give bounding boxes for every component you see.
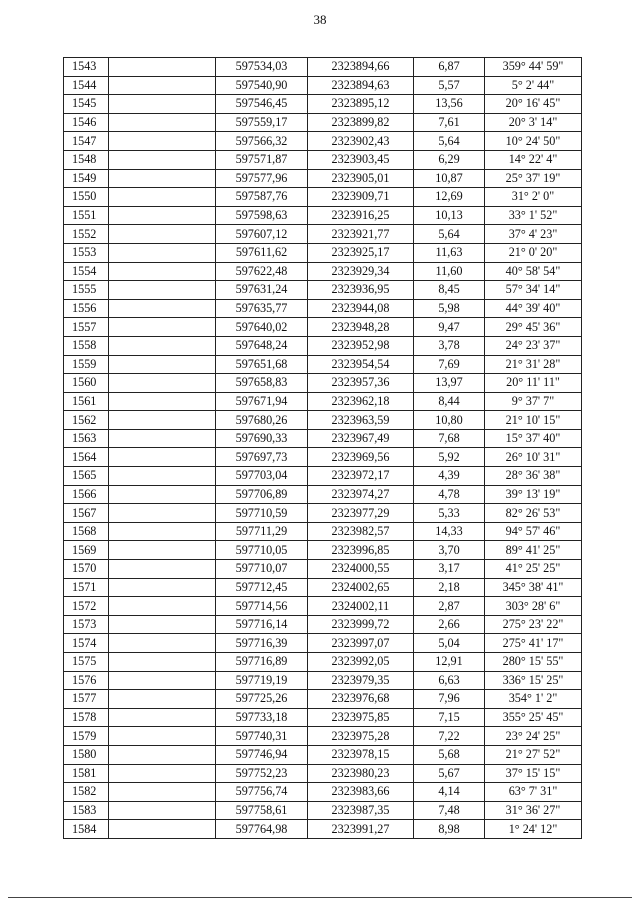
- distance-cell: 2,18: [414, 578, 485, 597]
- bearing-cell: 15° 37' 40": [485, 429, 582, 448]
- x-coordinate-cell: 597611,62: [216, 243, 308, 262]
- blank-cell: [109, 541, 216, 560]
- table-row: [64, 578, 582, 597]
- coordinates-table-body: [64, 58, 582, 839]
- table-row: [64, 597, 582, 616]
- table-row: [64, 411, 582, 430]
- table-row: [64, 262, 582, 281]
- table-row: [64, 448, 582, 467]
- blank-cell: [109, 225, 216, 244]
- point-number-cell: 1567: [64, 504, 109, 523]
- x-coordinate-cell: 597764,98: [216, 820, 308, 839]
- y-coordinate-cell: 2323980,23: [308, 764, 414, 783]
- distance-cell: 8,45: [414, 281, 485, 300]
- distance-cell: 13,56: [414, 95, 485, 114]
- point-number-cell: 1565: [64, 467, 109, 486]
- distance-cell: 4,39: [414, 467, 485, 486]
- x-coordinate-cell: 597703,04: [216, 467, 308, 486]
- bearing-cell: 20° 16' 45": [485, 95, 582, 114]
- blank-cell: [109, 374, 216, 393]
- bearing-cell: 20° 11' 11": [485, 374, 582, 393]
- bearing-cell: 25° 37' 19": [485, 169, 582, 188]
- y-coordinate-cell: 2323969,56: [308, 448, 414, 467]
- blank-cell: [109, 634, 216, 653]
- point-number-cell: 1570: [64, 560, 109, 579]
- y-coordinate-cell: 2323983,66: [308, 783, 414, 802]
- blank-cell: [109, 132, 216, 151]
- bearing-cell: 28° 36' 38": [485, 467, 582, 486]
- table-row: [64, 745, 582, 764]
- table-row: [64, 671, 582, 690]
- x-coordinate-cell: 597690,33: [216, 429, 308, 448]
- y-coordinate-cell: 2323909,71: [308, 188, 414, 207]
- blank-cell: [109, 597, 216, 616]
- distance-cell: 6,29: [414, 150, 485, 169]
- point-number-cell: 1579: [64, 727, 109, 746]
- bearing-cell: 37° 4' 23": [485, 225, 582, 244]
- point-number-cell: 1572: [64, 597, 109, 616]
- point-number-cell: 1573: [64, 615, 109, 634]
- distance-cell: 5,92: [414, 448, 485, 467]
- point-number-cell: 1559: [64, 355, 109, 374]
- x-coordinate-cell: 597577,96: [216, 169, 308, 188]
- distance-cell: 5,04: [414, 634, 485, 653]
- y-coordinate-cell: 2323936,95: [308, 281, 414, 300]
- table-row: [64, 467, 582, 486]
- blank-cell: [109, 615, 216, 634]
- blank-cell: [109, 467, 216, 486]
- x-coordinate-cell: 597756,74: [216, 783, 308, 802]
- table-row: [64, 708, 582, 727]
- distance-cell: 7,48: [414, 801, 485, 820]
- bearing-cell: 24° 23' 37": [485, 336, 582, 355]
- bearing-cell: 336° 15' 25": [485, 671, 582, 690]
- table-row: [64, 169, 582, 188]
- table-row: [64, 374, 582, 393]
- distance-cell: 2,66: [414, 615, 485, 634]
- y-coordinate-cell: 2323944,08: [308, 299, 414, 318]
- x-coordinate-cell: 597622,48: [216, 262, 308, 281]
- x-coordinate-cell: 597631,24: [216, 281, 308, 300]
- y-coordinate-cell: 2323979,35: [308, 671, 414, 690]
- bearing-cell: 33° 1' 52": [485, 206, 582, 225]
- table-row: [64, 560, 582, 579]
- point-number-cell: 1576: [64, 671, 109, 690]
- blank-cell: [109, 336, 216, 355]
- x-coordinate-cell: 597733,18: [216, 708, 308, 727]
- distance-cell: 5,68: [414, 745, 485, 764]
- table-row: [64, 95, 582, 114]
- blank-cell: [109, 801, 216, 820]
- distance-cell: 3,78: [414, 336, 485, 355]
- point-number-cell: 1543: [64, 58, 109, 77]
- distance-cell: 7,15: [414, 708, 485, 727]
- point-number-cell: 1577: [64, 690, 109, 709]
- table-row: [64, 318, 582, 337]
- bearing-cell: 82° 26' 53": [485, 504, 582, 523]
- x-coordinate-cell: 597716,39: [216, 634, 308, 653]
- blank-cell: [109, 504, 216, 523]
- y-coordinate-cell: 2323929,34: [308, 262, 414, 281]
- bearing-cell: 63° 7' 31": [485, 783, 582, 802]
- point-number-cell: 1552: [64, 225, 109, 244]
- bearing-cell: 9° 37' 7": [485, 392, 582, 411]
- table-row: [64, 299, 582, 318]
- point-number-cell: 1571: [64, 578, 109, 597]
- blank-cell: [109, 727, 216, 746]
- x-coordinate-cell: 597752,23: [216, 764, 308, 783]
- bearing-cell: 20° 3' 14": [485, 113, 582, 132]
- distance-cell: 7,22: [414, 727, 485, 746]
- table-row: [64, 132, 582, 151]
- table-row: [64, 392, 582, 411]
- point-number-cell: 1584: [64, 820, 109, 839]
- blank-cell: [109, 560, 216, 579]
- point-number-cell: 1569: [64, 541, 109, 560]
- x-coordinate-cell: 597710,59: [216, 504, 308, 523]
- blank-cell: [109, 113, 216, 132]
- distance-cell: 10,80: [414, 411, 485, 430]
- footer-rule: [8, 897, 632, 898]
- blank-cell: [109, 243, 216, 262]
- distance-cell: 13,97: [414, 374, 485, 393]
- table-row: [64, 281, 582, 300]
- bearing-cell: 21° 10' 15": [485, 411, 582, 430]
- distance-cell: 11,60: [414, 262, 485, 281]
- y-coordinate-cell: 2323921,77: [308, 225, 414, 244]
- y-coordinate-cell: 2323974,27: [308, 485, 414, 504]
- blank-cell: [109, 206, 216, 225]
- distance-cell: 12,69: [414, 188, 485, 207]
- distance-cell: 5,33: [414, 504, 485, 523]
- distance-cell: 7,61: [414, 113, 485, 132]
- blank-cell: [109, 281, 216, 300]
- bearing-cell: 1° 24' 12": [485, 820, 582, 839]
- distance-cell: 14,33: [414, 522, 485, 541]
- bearing-cell: 89° 41' 25": [485, 541, 582, 560]
- x-coordinate-cell: 597658,83: [216, 374, 308, 393]
- point-number-cell: 1549: [64, 169, 109, 188]
- x-coordinate-cell: 597607,12: [216, 225, 308, 244]
- y-coordinate-cell: 2323992,05: [308, 653, 414, 672]
- y-coordinate-cell: 2323905,01: [308, 169, 414, 188]
- x-coordinate-cell: 597671,94: [216, 392, 308, 411]
- y-coordinate-cell: 2323894,63: [308, 76, 414, 95]
- blank-cell: [109, 58, 216, 77]
- blank-cell: [109, 318, 216, 337]
- page-number: 38: [313, 12, 327, 27]
- bearing-cell: 31° 2' 0": [485, 188, 582, 207]
- blank-cell: [109, 355, 216, 374]
- distance-cell: 5,64: [414, 132, 485, 151]
- y-coordinate-cell: 2323962,18: [308, 392, 414, 411]
- point-number-cell: 1547: [64, 132, 109, 151]
- bearing-cell: 275° 23' 22": [485, 615, 582, 634]
- table-row: [64, 188, 582, 207]
- y-coordinate-cell: 2323954,54: [308, 355, 414, 374]
- table-row: [64, 485, 582, 504]
- x-coordinate-cell: 597710,05: [216, 541, 308, 560]
- distance-cell: 12,91: [414, 653, 485, 672]
- point-number-cell: 1568: [64, 522, 109, 541]
- table-row: [64, 690, 582, 709]
- bearing-cell: 21° 0' 20": [485, 243, 582, 262]
- point-number-cell: 1554: [64, 262, 109, 281]
- point-number-cell: 1560: [64, 374, 109, 393]
- distance-cell: 3,70: [414, 541, 485, 560]
- blank-cell: [109, 262, 216, 281]
- point-number-cell: 1551: [64, 206, 109, 225]
- x-coordinate-cell: 597740,31: [216, 727, 308, 746]
- table-row: [64, 783, 582, 802]
- y-coordinate-cell: 2323996,85: [308, 541, 414, 560]
- distance-cell: 5,98: [414, 299, 485, 318]
- y-coordinate-cell: 2324000,55: [308, 560, 414, 579]
- table-row: [64, 801, 582, 820]
- y-coordinate-cell: 2323925,17: [308, 243, 414, 262]
- point-number-cell: 1564: [64, 448, 109, 467]
- x-coordinate-cell: 597716,89: [216, 653, 308, 672]
- blank-cell: [109, 578, 216, 597]
- table-row: [64, 541, 582, 560]
- blank-cell: [109, 745, 216, 764]
- distance-cell: 7,69: [414, 355, 485, 374]
- bearing-cell: 37° 15' 15": [485, 764, 582, 783]
- point-number-cell: 1556: [64, 299, 109, 318]
- y-coordinate-cell: 2323967,49: [308, 429, 414, 448]
- table-row: [64, 206, 582, 225]
- bearing-cell: 39° 13' 19": [485, 485, 582, 504]
- table-row: [64, 355, 582, 374]
- distance-cell: 3,17: [414, 560, 485, 579]
- x-coordinate-cell: 597697,73: [216, 448, 308, 467]
- bearing-cell: 275° 41' 17": [485, 634, 582, 653]
- bearing-cell: 29° 45' 36": [485, 318, 582, 337]
- coordinates-table: [63, 57, 582, 839]
- table-row: [64, 336, 582, 355]
- y-coordinate-cell: 2323895,12: [308, 95, 414, 114]
- distance-cell: 7,68: [414, 429, 485, 448]
- distance-cell: 6,87: [414, 58, 485, 77]
- blank-cell: [109, 169, 216, 188]
- y-coordinate-cell: 2323952,98: [308, 336, 414, 355]
- x-coordinate-cell: 597640,02: [216, 318, 308, 337]
- x-coordinate-cell: 597598,63: [216, 206, 308, 225]
- blank-cell: [109, 392, 216, 411]
- bearing-cell: 10° 24' 50": [485, 132, 582, 151]
- bearing-cell: 280° 15' 55": [485, 653, 582, 672]
- y-coordinate-cell: 2323991,27: [308, 820, 414, 839]
- y-coordinate-cell: 2323975,28: [308, 727, 414, 746]
- bearing-cell: 359° 44' 59": [485, 58, 582, 77]
- x-coordinate-cell: 597758,61: [216, 801, 308, 820]
- point-number-cell: 1544: [64, 76, 109, 95]
- y-coordinate-cell: 2323977,29: [308, 504, 414, 523]
- distance-cell: 5,67: [414, 764, 485, 783]
- bearing-cell: 94° 57' 46": [485, 522, 582, 541]
- bearing-cell: 14° 22' 4": [485, 150, 582, 169]
- bearing-cell: 303° 28' 6": [485, 597, 582, 616]
- point-number-cell: 1566: [64, 485, 109, 504]
- y-coordinate-cell: 2323916,25: [308, 206, 414, 225]
- point-number-cell: 1574: [64, 634, 109, 653]
- y-coordinate-cell: 2323982,57: [308, 522, 414, 541]
- bearing-cell: 41° 25' 25": [485, 560, 582, 579]
- x-coordinate-cell: 597712,45: [216, 578, 308, 597]
- distance-cell: 11,63: [414, 243, 485, 262]
- x-coordinate-cell: 597651,68: [216, 355, 308, 374]
- bearing-cell: 21° 31' 28": [485, 355, 582, 374]
- distance-cell: 5,64: [414, 225, 485, 244]
- blank-cell: [109, 764, 216, 783]
- blank-cell: [109, 653, 216, 672]
- blank-cell: [109, 485, 216, 504]
- table-row: [64, 150, 582, 169]
- blank-cell: [109, 429, 216, 448]
- table-row: [64, 634, 582, 653]
- blank-cell: [109, 188, 216, 207]
- point-number-cell: 1582: [64, 783, 109, 802]
- y-coordinate-cell: 2323903,45: [308, 150, 414, 169]
- bearing-cell: 21° 27' 52": [485, 745, 582, 764]
- distance-cell: 10,13: [414, 206, 485, 225]
- blank-cell: [109, 522, 216, 541]
- y-coordinate-cell: 2323957,36: [308, 374, 414, 393]
- distance-cell: 8,44: [414, 392, 485, 411]
- point-number-cell: 1562: [64, 411, 109, 430]
- point-number-cell: 1553: [64, 243, 109, 262]
- x-coordinate-cell: 597571,87: [216, 150, 308, 169]
- y-coordinate-cell: 2323975,85: [308, 708, 414, 727]
- blank-cell: [109, 411, 216, 430]
- table-row: [64, 76, 582, 95]
- bearing-cell: 354° 1' 2": [485, 690, 582, 709]
- x-coordinate-cell: 597710,07: [216, 560, 308, 579]
- distance-cell: 4,14: [414, 783, 485, 802]
- blank-cell: [109, 299, 216, 318]
- point-number-cell: 1558: [64, 336, 109, 355]
- table-row: [64, 820, 582, 839]
- y-coordinate-cell: 2323899,82: [308, 113, 414, 132]
- x-coordinate-cell: 597534,03: [216, 58, 308, 77]
- distance-cell: 10,87: [414, 169, 485, 188]
- y-coordinate-cell: 2323999,72: [308, 615, 414, 634]
- y-coordinate-cell: 2323948,28: [308, 318, 414, 337]
- y-coordinate-cell: 2324002,65: [308, 578, 414, 597]
- point-number-cell: 1563: [64, 429, 109, 448]
- y-coordinate-cell: 2323972,17: [308, 467, 414, 486]
- blank-cell: [109, 783, 216, 802]
- point-number-cell: 1575: [64, 653, 109, 672]
- x-coordinate-cell: 597711,29: [216, 522, 308, 541]
- distance-cell: 7,96: [414, 690, 485, 709]
- point-number-cell: 1581: [64, 764, 109, 783]
- bearing-cell: 5° 2' 44": [485, 76, 582, 95]
- blank-cell: [109, 95, 216, 114]
- y-coordinate-cell: 2323978,15: [308, 745, 414, 764]
- x-coordinate-cell: 597566,32: [216, 132, 308, 151]
- distance-cell: 6,63: [414, 671, 485, 690]
- table-row: [64, 243, 582, 262]
- distance-cell: 5,57: [414, 76, 485, 95]
- blank-cell: [109, 708, 216, 727]
- y-coordinate-cell: 2323997,07: [308, 634, 414, 653]
- x-coordinate-cell: 597725,26: [216, 690, 308, 709]
- blank-cell: [109, 76, 216, 95]
- bearing-cell: 44° 39' 40": [485, 299, 582, 318]
- blank-cell: [109, 150, 216, 169]
- y-coordinate-cell: 2323963,59: [308, 411, 414, 430]
- bearing-cell: 23° 24' 25": [485, 727, 582, 746]
- point-number-cell: 1548: [64, 150, 109, 169]
- x-coordinate-cell: 597546,45: [216, 95, 308, 114]
- y-coordinate-cell: 2324002,11: [308, 597, 414, 616]
- x-coordinate-cell: 597540,90: [216, 76, 308, 95]
- y-coordinate-cell: 2323987,35: [308, 801, 414, 820]
- point-number-cell: 1546: [64, 113, 109, 132]
- point-number-cell: 1580: [64, 745, 109, 764]
- table-row: [64, 225, 582, 244]
- y-coordinate-cell: 2323902,43: [308, 132, 414, 151]
- bearing-cell: 31° 36' 27": [485, 801, 582, 820]
- x-coordinate-cell: 597714,56: [216, 597, 308, 616]
- x-coordinate-cell: 597716,14: [216, 615, 308, 634]
- point-number-cell: 1578: [64, 708, 109, 727]
- distance-cell: 2,87: [414, 597, 485, 616]
- x-coordinate-cell: 597706,89: [216, 485, 308, 504]
- table-row: [64, 615, 582, 634]
- distance-cell: 4,78: [414, 485, 485, 504]
- x-coordinate-cell: 597680,26: [216, 411, 308, 430]
- table-row: [64, 113, 582, 132]
- bearing-cell: 57° 34' 14": [485, 281, 582, 300]
- table-row: [64, 522, 582, 541]
- bearing-cell: 345° 38' 41": [485, 578, 582, 597]
- y-coordinate-cell: 2323976,68: [308, 690, 414, 709]
- x-coordinate-cell: 597559,17: [216, 113, 308, 132]
- y-coordinate-cell: 2323894,66: [308, 58, 414, 77]
- x-coordinate-cell: 597746,94: [216, 745, 308, 764]
- x-coordinate-cell: 597719,19: [216, 671, 308, 690]
- x-coordinate-cell: 597635,77: [216, 299, 308, 318]
- table-row: [64, 764, 582, 783]
- point-number-cell: 1583: [64, 801, 109, 820]
- blank-cell: [109, 671, 216, 690]
- table-row: [64, 653, 582, 672]
- point-number-cell: 1561: [64, 392, 109, 411]
- bearing-cell: 40° 58' 54": [485, 262, 582, 281]
- blank-cell: [109, 820, 216, 839]
- table-row: [64, 727, 582, 746]
- table-row: [64, 429, 582, 448]
- point-number-cell: 1557: [64, 318, 109, 337]
- bearing-cell: 26° 10' 31": [485, 448, 582, 467]
- blank-cell: [109, 448, 216, 467]
- x-coordinate-cell: 597648,24: [216, 336, 308, 355]
- distance-cell: 9,47: [414, 318, 485, 337]
- distance-cell: 8,98: [414, 820, 485, 839]
- point-number-cell: 1545: [64, 95, 109, 114]
- table-row: [64, 58, 582, 77]
- blank-cell: [109, 690, 216, 709]
- bearing-cell: 355° 25' 45": [485, 708, 582, 727]
- point-number-cell: 1550: [64, 188, 109, 207]
- table-row: [64, 504, 582, 523]
- point-number-cell: 1555: [64, 281, 109, 300]
- x-coordinate-cell: 597587,76: [216, 188, 308, 207]
